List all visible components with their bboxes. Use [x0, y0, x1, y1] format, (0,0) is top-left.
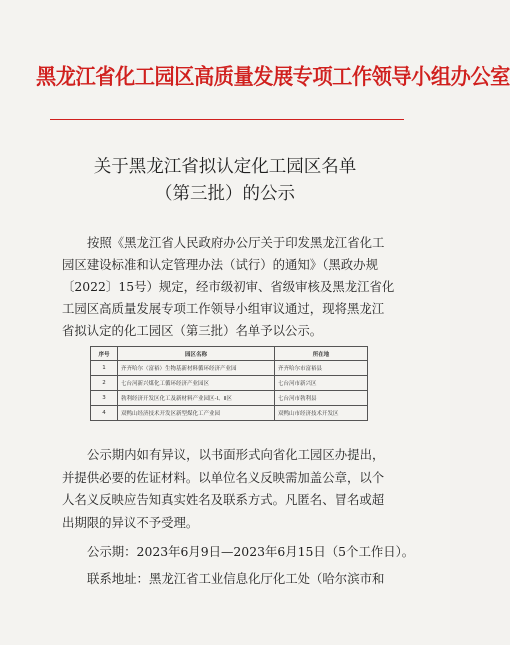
column-header-location: 所在地	[275, 347, 368, 361]
document-title-line-1: 关于黑龙江省拟认定化工园区名单	[93, 157, 357, 177]
column-header-index: 序号	[91, 347, 118, 361]
park-list-table	[90, 346, 368, 421]
row-index: 3	[91, 391, 118, 406]
park-location: 七台河市新兴区	[275, 376, 368, 391]
intro-line: 工园区高质量发展专项工作领导小组审议通过，现将黑龙江	[62, 301, 385, 316]
park-location: 齐齐哈尔市富裕县	[275, 361, 368, 376]
objection-line: 并提供必要的佐证材料。以单位名义反映需加盖公章，以个	[62, 469, 385, 485]
row-index: 2	[91, 376, 118, 391]
row-index: 4	[91, 406, 118, 421]
park-name: 齐齐哈尔（富裕）生物基新材料循环经济产业园	[118, 361, 275, 376]
table-row	[91, 391, 368, 406]
park-name: 双鸭山经济技术开发区新型煤化工产业园	[118, 406, 275, 421]
intro-line: 按照《黑龙江省人民政府办公厅关于印发黑龙江省化工	[87, 235, 385, 250]
period-paragraph	[62, 541, 415, 563]
intro-line: 〔2022〕15号）规定，经市级初审、省级审核及黑龙江省化	[62, 279, 395, 294]
table-row	[91, 361, 368, 376]
office-masthead: 黑龙江省化工园区高质量发展专项工作领导小组办公室	[36, 65, 510, 90]
intro-line: 园区建设标准和认定管理办法（试行）的通知》（黑政办规	[62, 257, 378, 272]
objection-line: 人名义反映应告知真实姓名及联系方式。凡匿名、冒名或超	[62, 492, 385, 507]
contact-paragraph	[62, 568, 402, 590]
table-row	[91, 376, 368, 391]
park-name: 七台河新兴煤化工循环经济产业园区	[118, 376, 275, 391]
park-location: 双鸭山市经济技术开发区	[275, 406, 368, 421]
red-divider-line	[50, 119, 404, 120]
row-index: 1	[91, 361, 118, 376]
publicity-period: 公示期：2023年6月9日—2023年6月15日（5个工作日）。	[87, 544, 415, 559]
column-header-park-name: 园区名称	[118, 347, 275, 361]
objection-line: 出期限的异议不予受理。	[62, 514, 199, 530]
intro-line: 省拟认定的化工园区（第三批）名单予以公示。	[62, 323, 323, 338]
document-title-line-2: （第三批）的公示	[155, 184, 295, 204]
objection-line: 公示期内如有异议，以书面形式向省化工园区办提出，	[87, 447, 385, 462]
park-location: 七台河市勃利县	[275, 391, 368, 406]
table-row	[91, 406, 368, 421]
intro-paragraph	[62, 232, 402, 342]
table-header-row	[91, 347, 368, 361]
contact-address: 联系地址：黑龙江省工业信息化厅化工处（哈尔滨市和	[87, 571, 385, 586]
objection-paragraph	[62, 444, 402, 534]
park-name: 勃利经济开发区化工及新材料产业园区-Ⅰ、Ⅱ区	[118, 391, 275, 406]
